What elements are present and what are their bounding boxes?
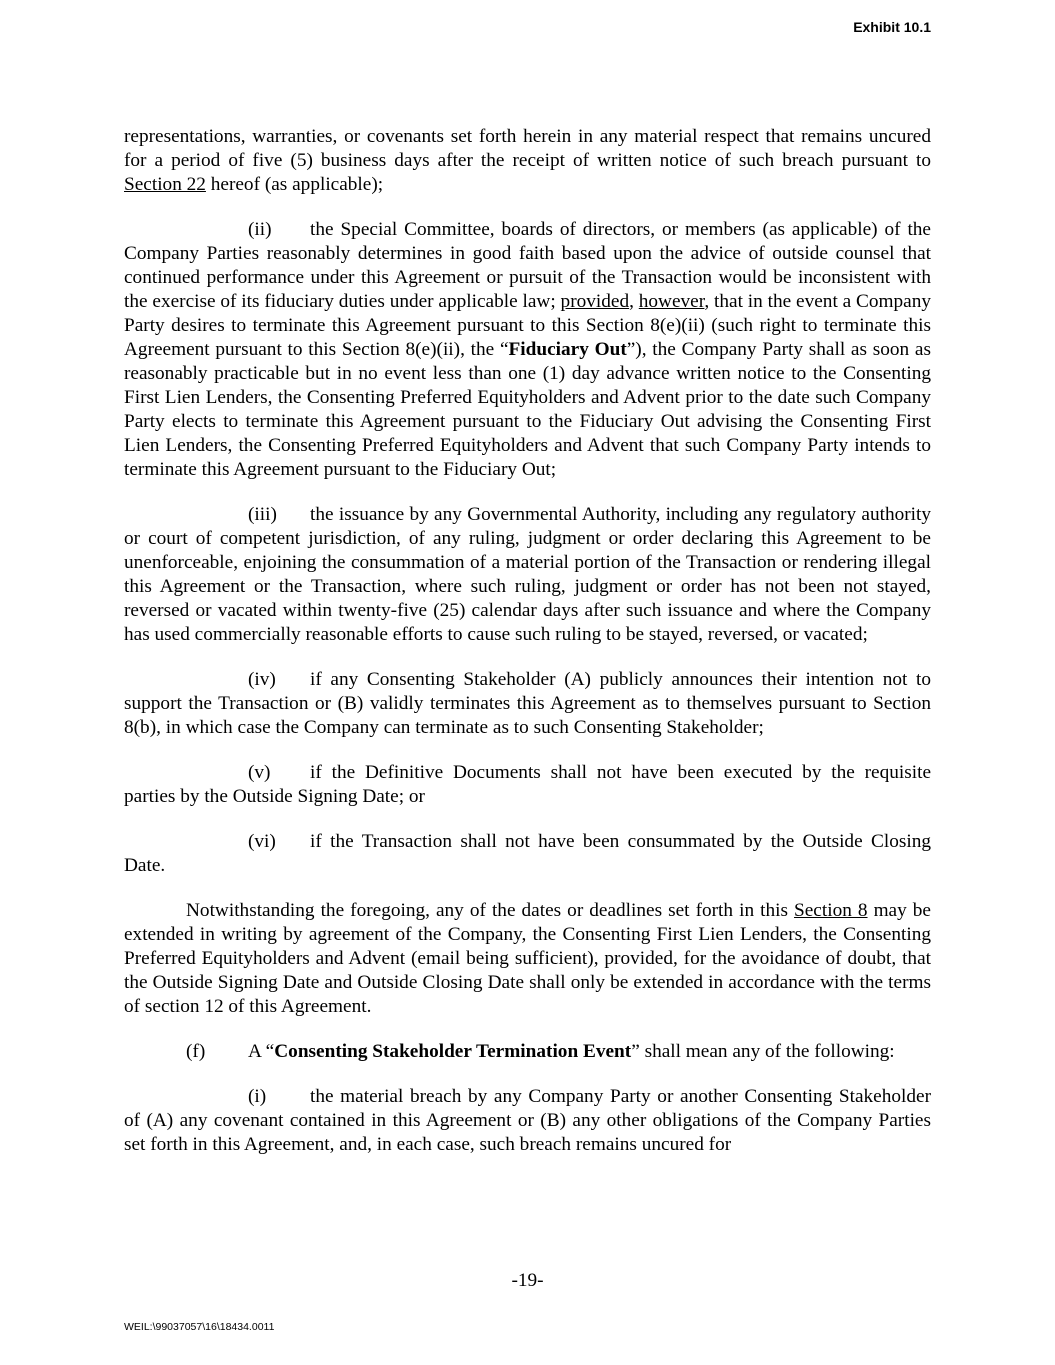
paragraph-text: Notwithstanding the foregoing, any of the dates or deadlines set forth in this xyxy=(186,900,795,921)
paragraph-text: representations, warranties, or covenants set forth herein in any material respect that remains uncured for a period of five (5) business days after the receipt of written notice of such breach pursuant to xyxy=(124,126,931,171)
clause-vi xyxy=(124,830,931,878)
however-term: however xyxy=(638,291,705,312)
clause-label: (iv) xyxy=(248,669,276,690)
clause-label: (ii) xyxy=(248,219,272,240)
clause-f xyxy=(124,1040,931,1064)
exhibit-label: Exhibit 10.1 xyxy=(853,19,931,35)
termination-event-term: Consenting Stakeholder Termination Event xyxy=(274,1041,632,1062)
fiduciary-out-term: Fiduciary Out xyxy=(508,339,627,360)
clause-iv xyxy=(124,668,931,740)
separator: , xyxy=(629,291,639,312)
clause-text: the material breach by any Company Party or another Consenting Stakeholder of (A) any covenant contained in this Agreement or (B) any other obligations of the Company Parties set forth in this Agreement, and, in each case, such breach remains uncured for xyxy=(124,1086,931,1155)
document-body xyxy=(124,125,931,1157)
clause-v xyxy=(124,761,931,809)
clause-text: , that in the event a Company Party desires to terminate this Agreement pursuant to this Section 8(e)(ii) (such right to terminate this Agreement pursuant to this Section 8(e)(ii), the “ xyxy=(124,291,932,360)
clause-label: (iii) xyxy=(248,504,277,525)
notwithstanding-paragraph xyxy=(124,899,931,1019)
clause-f-i xyxy=(124,1085,931,1157)
clause-text: if the Transaction shall not have been consummated by the Outside Closing Date. xyxy=(124,831,931,876)
clause-iii xyxy=(124,503,931,647)
paragraph-continuation xyxy=(124,125,931,197)
clause-text: the issuance by any Governmental Authority, including any regulatory authority or court of competent jurisdiction, of any ruling, judgment or order declaring this Agreement to be unenforceable, enjoining the consummation of a material portion of the Transaction or rendering illegal this Agreement or the Transaction, where such ruling, judgment or order has not been not stayed, reversed or vacated within twenty-five (25) calendar days after such issuance and where the Company has used commercially reasonable efforts to cause such ruling to be stayed, reversed, or vacated; xyxy=(124,504,931,645)
clause-text: if any Consenting Stakeholder (A) publicly announces their intention not to support the Transaction or (B) validly terminates this Agreement as to themselves pursuant to Section 8(b), in which case the Company can terminate as to such Consenting Stakeholder; xyxy=(124,669,931,738)
clause-text: the Special Committee, boards of directors, or members (as applicable) of the Company Parties reasonably determines in good faith based upon the advice of outside counsel that continued performance under this Agreement or pursuit of the Transaction would be inconsistent with the exercise of its fiduciary duties under applicable law; xyxy=(124,219,931,312)
paragraph-text: hereof (as applicable); xyxy=(205,174,384,195)
clause-label: (f) xyxy=(186,1041,206,1062)
clause-text: A “ xyxy=(248,1041,275,1062)
section-8-reference: Section 8 xyxy=(794,900,868,921)
clause-label: (i) xyxy=(248,1086,267,1107)
clause-label: (vi) xyxy=(248,831,276,852)
clause-label: (v) xyxy=(248,762,271,783)
document-id: WEIL:\99037057\16\18434.0011 xyxy=(124,1321,275,1333)
clause-text: ” shall mean any of the following: xyxy=(631,1041,895,1062)
page-number: -19- xyxy=(511,1270,544,1291)
paragraph-text: may be extended in writing by agreement of the Company, the Consenting First Lien Lenders, the Consenting Preferred Equityholders and Advent (email being sufficient), provided, for the avoidance of doubt, that the Outside Signing Date and Outside Closing Date shall only be extended in accordance with the terms of section 12 of this Agreement. xyxy=(124,900,931,1017)
section-22-reference: Section 22 xyxy=(124,174,206,195)
clause-text: ”), the Company Party shall as soon as reasonably practicable but in no event less than one (1) day advance written notice to the Consenting First Lien Lenders, the Consenting Preferred Equityholders and Advent prior to the date such Company Party elects to terminate this Agreement pursuant to the Fiduciary Out advising the Consenting First Lien Lenders, the Consenting Preferred Equityholders and Advent that such Company Party intends to terminate this Agreement pursuant to the Fiduciary Out; xyxy=(124,339,931,480)
provided-term: provided xyxy=(560,291,630,312)
clause-text: if the Definitive Documents shall not have been executed by the requisite parties by the Outside Signing Date; or xyxy=(124,762,931,807)
clause-ii xyxy=(124,218,931,482)
